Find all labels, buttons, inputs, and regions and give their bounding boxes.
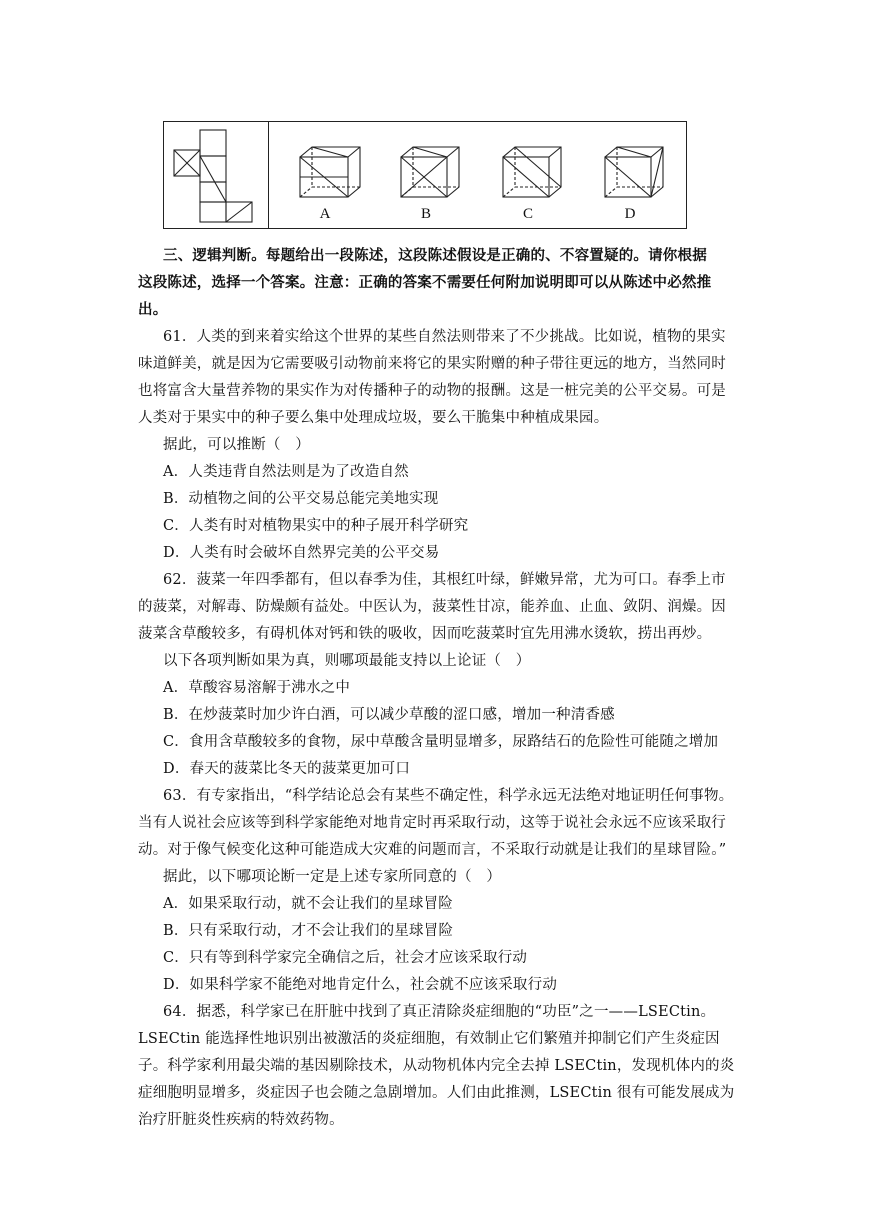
q62-stem-line: 菠菜含草酸较多，有碍机体对钙和铁的吸收，因而吃菠菜时宜先用沸水烫软，捞出再炒。 bbox=[138, 626, 712, 642]
q63-stem-line: 动。对于像气候变化这种可能造成大灾难的问题而言，不采取行动就是让我们的星球冒险。” bbox=[138, 842, 727, 858]
cube-net bbox=[174, 130, 252, 222]
q61-option-d: D．人类有时会破坏自然界完美的公平交易 bbox=[163, 545, 440, 561]
option-label-c: C bbox=[522, 206, 533, 222]
q61-prompt: 据此，可以推断（ ） bbox=[163, 437, 310, 453]
option-label-b: B bbox=[420, 206, 431, 222]
q63-option-a: A．如果采取行动，就不会让我们的星球冒险 bbox=[163, 896, 453, 912]
section-heading-line: 三、逻辑判断。每题给出一段陈述，这段陈述假设是正确的、不容置疑的。请你根据 bbox=[163, 247, 707, 264]
q61-stem-line: 味道鲜美，就是因为它需要吸引动物前来将它的果实附赠的种子带往更远的地方，当然同时 bbox=[138, 356, 726, 372]
cube-option-d bbox=[605, 147, 663, 197]
q63-stem-line: 当有人说社会应该等到科学家能绝对地肯定时再采取行动，这等于说社会永远不应该采取行 bbox=[138, 815, 726, 831]
q62-option-a: A．草酸容易溶解于沸水之中 bbox=[163, 680, 351, 696]
q61-option-c: C．人类有时对植物果实中的种子展开科学研究 bbox=[163, 518, 469, 534]
q64-stem-line: 治疗肝脏炎性疾病的特效药物。 bbox=[138, 1112, 344, 1128]
q63-option-b: B．只有采取行动，才不会让我们的星球冒险 bbox=[163, 923, 454, 939]
q64-stem-line: 症细胞明显增多，炎症因子也会随之急剧增加。人们由此推测，LSECtin 很有可能发展成为 bbox=[138, 1085, 735, 1101]
q62-stem-line: 的菠菜，对解毒、防燥颇有益处。中医认为，菠菜性甘凉，能养血、止血、敛阴、润燥。因 bbox=[138, 599, 726, 615]
q62-option-d: D．春天的菠菜比冬天的菠菜更加可口 bbox=[163, 761, 411, 777]
q62-stem-line: 62．菠菜一年四季都有，但以春季为佳，其根红叶绿，鲜嫩异常，尤为可口。春季上市 bbox=[163, 572, 726, 588]
option-label-d: D bbox=[624, 206, 636, 222]
q61-stem-line: 也将富含大量营养物的果实作为对传播种子的动物的报酬。这是一桩完美的公平交易。可是 bbox=[138, 383, 726, 399]
section-heading-line: 出。 bbox=[138, 301, 168, 318]
q64-stem-line: LSECtin 能选择性地识别出被激活的炎症细胞，有效制止它们繁殖并抑制它们产生炎症因 bbox=[138, 1031, 720, 1047]
option-label-a: A bbox=[319, 206, 331, 222]
q63-stem-line: 63．有专家指出，“科学结论总会有某些不确定性，科学永远无法绝对地证明任何事物。 bbox=[163, 788, 734, 804]
cube-option-a bbox=[300, 147, 360, 197]
q61-option-b: B．动植物之间的公平交易总能完美地实现 bbox=[163, 491, 439, 507]
q64-stem-line: 64．据悉，科学家已在肝脏中找到了真正清除炎症细胞的“功臣”之一——LSECtin。 bbox=[163, 1004, 716, 1020]
q61-option-a: A．人类违背自然法则是为了改造自然 bbox=[163, 464, 409, 480]
q61-stem-line: 61．人类的到来着实给这个世界的某些自然法则带来了不少挑战。比如说，植物的果实 bbox=[163, 329, 726, 345]
q62-prompt: 以下各项判断如果为真，则哪项最能支持以上论证（ ） bbox=[163, 653, 531, 669]
q62-option-b: B．在炒菠菜时加少许白酒，可以减少草酸的涩口感，增加一种清香感 bbox=[163, 707, 615, 723]
q64-stem-line: 子。科学家利用最尖端的基因剔除技术，从动物机体内完全去掉 LSECtin，发现机体内的炎 bbox=[138, 1058, 735, 1074]
cube-option-c bbox=[503, 147, 561, 197]
section-heading-line: 这段陈述，选择一个答案。注意：正确的答案不需要任何附加说明即可以从陈述中必然推 bbox=[138, 274, 712, 291]
cube-option-b bbox=[401, 147, 459, 197]
q63-option-c: C．只有等到科学家完全确信之后，社会才应该采取行动 bbox=[163, 950, 528, 966]
q62-option-c: C．食用含草酸较多的食物，尿中草酸含量明显增多，尿路结石的危险性可能随之增加 bbox=[163, 734, 719, 750]
q61-stem-line: 人类对于果实中的种子要么集中处理成垃圾，要么干脆集中种植成果园。 bbox=[138, 410, 609, 426]
q63-option-d: D．如果科学家不能绝对地肯定什么，社会就不应该采取行动 bbox=[163, 977, 558, 993]
q63-prompt: 据此，以下哪项论断一定是上述专家所同意的（ ） bbox=[163, 869, 502, 885]
